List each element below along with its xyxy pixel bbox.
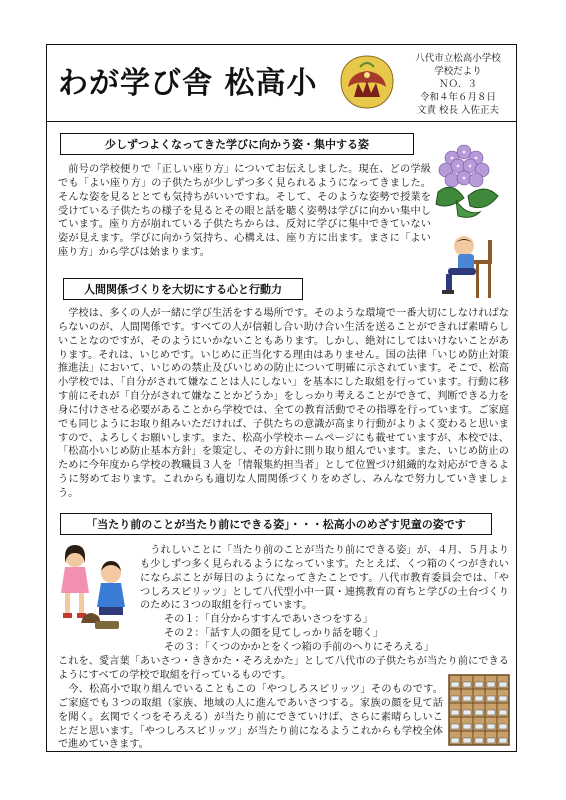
- issue-author: 文責 校長 入佐正夫: [416, 105, 500, 116]
- section3-intro: うれしいことに「当たり前のことが当たり前にできる姿」が、４月、５月よりも少しずつ多く見られるようになっています。たとえば、くつ箱のくつがきれいにならぶことが毎日のようになってきたことです。八代市教育委員会では、「やつしろスピリッツ」として八代型小中一貫・連携教育の育ちと学びの土台づくりのために３つの取組を行っています。: [140, 545, 509, 612]
- section3-heading: 「当たり前のことが当たり前にできる姿」・・・松高小のめざす児童の姿です: [60, 513, 492, 535]
- section3-item-3: その３：「くつのかかとをくつ箱の手前のへりにそろえる」: [164, 642, 434, 653]
- section3-closing: 今、松高小で取り組んでいることもこの「やつしろスピリッツ」そのものです。ご家庭でも３つの取組（家族、地域の人に進んであいさつする。家族の顔を見て話を聞く。玄関でくつをそろえる）が当たり前にできていけば、さらに素晴らしいことだと思います。「やつしろスピリッツ」が当たり前になるようこれからも学校全体で進めていきます。: [58, 684, 443, 751]
- newsletter-header: [46, 44, 517, 122]
- children-greeting-icon: [55, 543, 137, 635]
- newsletter-info: [402, 52, 514, 117]
- section2-body: 学校は、多くの人が一緒に学び生活をする場所です。そのような環境で一番大切にしなければならないのが、人間関係です。すべての人が信頼し合い助け合い生活を送ることができれば素晴らしいことなのですが、そのようにいかないこともあります。しかし、絶対にしてはいけないことがあります。それは、いじめです。いじめに正当化する理由はありません。国の法律「いじめ防止対策推進法」において、いじめの禁止及びいじめの防止について明確に示されています。そこで、松高小学校では、「自分がされて嫌なことは人にしない」を基本にした取組を行っています。行動に移す前にそれが「自分がされて嫌なことかどうか」をしっかり考えることができて、判断できる力を身に付けさせる必要があることから学校では、全ての教育活動でその指導を行っています。ご家庭でも同じようにお取り組みいただければ、子供たちの意識が高まり行動がよりよく変わると思いますので、よろしくお願いします。また、松高小学校ホームページにも載せていますが、本校では、「松高小いじめ防止基本方針」を策定し、その方針に則り取り組んでいます。また、いじめ防止のために今年度から学校の教職員３人を「情報集約担当者」として位置づけ組織的な対応ができるように努めております。これからも適切な人間関係づくりをめざし、みんなで努力していきましょう。: [58, 308, 509, 499]
- issue-number: ＮＯ．３: [438, 79, 477, 90]
- issue-date: 令和４年６月８日: [419, 92, 496, 103]
- section3-after: これを、愛言葉「あいさつ・ききかた・そろえかた」として八代市の子供たちが当たり前にできるようにすべての学校で取組を行っているものです。: [58, 656, 509, 681]
- section3-item-2: その２：「話す人の顔を見てしっかり話を聴く」: [164, 628, 384, 639]
- school-emblem-icon: [338, 53, 396, 111]
- section1-heading: 少しずつよくなってきた学びに向かう姿・集中する姿: [60, 133, 414, 155]
- masthead-title: わが学び舎 松高小: [58, 66, 318, 101]
- section1-body: 前号の学校便りで「正しい座り方」についてお伝えしました。現在、どの学級でも「よい座り方」の子供たちが少しずつ多く見られるようになってきました。そんな姿を見るととても気持ちがいいですね。そして、そのような姿勢で授業を受けている子供たちの様子を見るとその眼と話を聴く姿勢は学びに向かい集中しています。座り方が崩れている子供たちからは、反対に学びに集中できていない姿が見えます。学びに向かう気持ち、心構えは、座り方に出ます。まさに「よい座り方」から学びは始まります。: [58, 164, 431, 259]
- hydrangea-icon: [428, 140, 504, 220]
- seated-student-icon: [438, 234, 500, 306]
- section2-heading: 人間関係づくりを大切にする心と行動力: [63, 278, 303, 300]
- newsletter-label: 学校だより: [434, 66, 482, 77]
- section3-item-1: その１：「自分からすすんであいさつをする」: [164, 614, 373, 625]
- shoe-rack-icon: [448, 674, 510, 746]
- school-name: 八代市立松高小学校: [415, 53, 501, 64]
